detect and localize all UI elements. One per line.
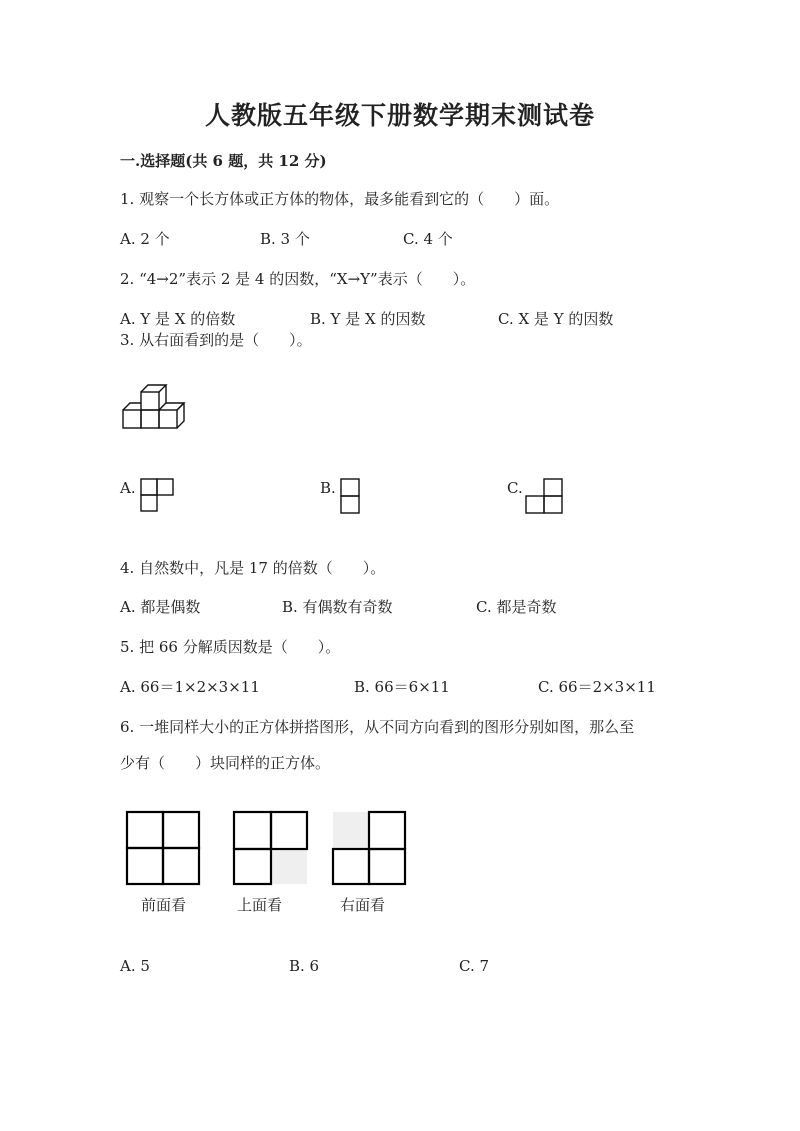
question-3-option-c-figure xyxy=(525,478,565,514)
question-1-option-a: A. 2 个 xyxy=(120,230,170,248)
question-6-top-view xyxy=(231,811,311,885)
question-2-option-a: A. Y 是 X 的倍数 xyxy=(120,310,236,328)
question-6-text-line-1: 6. 一堆同样大小的正方体拼搭图形，从不同方向看到的图形分别如图，那么至 xyxy=(120,718,635,736)
question-3-option-c: C. xyxy=(507,479,523,497)
question-2-option-b: B. Y 是 X 的因数 xyxy=(310,310,426,328)
question-4-option-c: C. 都是奇数 xyxy=(476,598,557,616)
question-3-cube-figure xyxy=(120,382,190,434)
question-1-option-b: B. 3 个 xyxy=(260,230,310,248)
question-2-text: 2. “4→2”表示 2 是 4 的因数，“X→Y”表示（ ）。 xyxy=(120,270,476,288)
question-6-front-view xyxy=(126,811,200,885)
question-4-text: 4. 自然数中，凡是 17 的倍数（ ）。 xyxy=(120,559,386,577)
question-6-right-view-label: 右面看 xyxy=(340,896,386,914)
question-6-front-view-label: 前面看 xyxy=(141,896,187,914)
question-5-option-a: A. 66＝1×2×3×11 xyxy=(120,678,260,696)
question-6-right-view xyxy=(330,811,410,885)
question-1-option-c: C. 4 个 xyxy=(403,230,453,248)
question-1-text: 1. 观察一个长方体或正方体的物体，最多能看到它的（ ）面。 xyxy=(120,190,560,208)
cube-front-face xyxy=(159,410,177,428)
upper-cube-top xyxy=(141,385,166,392)
question-5-text: 5. 把 66 分解质因数是（ ）。 xyxy=(120,638,341,656)
upper-cube-front xyxy=(141,392,159,410)
question-5-option-b: B. 66＝6×11 xyxy=(354,678,450,696)
cube-edge xyxy=(177,403,184,410)
question-6-option-c: C. 7 xyxy=(459,957,490,975)
question-6-top-view-label: 上面看 xyxy=(237,896,283,914)
cube-top-edge xyxy=(123,403,141,410)
question-6-option-b: B. 6 xyxy=(289,957,320,975)
cube-front-face xyxy=(123,410,141,428)
question-3-option-b-figure xyxy=(340,478,362,514)
question-4-option-a: A. 都是偶数 xyxy=(120,598,201,616)
question-3-option-a: A. xyxy=(120,479,136,497)
question-3-option-b: B. xyxy=(320,479,336,497)
question-3-option-a-figure xyxy=(140,478,176,514)
question-5-option-c: C. 66＝2×3×11 xyxy=(538,678,656,696)
page-title: 人教版五年级下册数学期末测试卷 xyxy=(204,101,595,130)
question-2-option-c: C. X 是 Y 的因数 xyxy=(498,310,614,328)
question-6-option-a: A. 5 xyxy=(120,957,150,975)
question-3-text: 3. 从右面看到的是（ ）。 xyxy=(120,331,312,349)
question-4-option-b: B. 有偶数有奇数 xyxy=(282,598,393,616)
section-heading: 一.选择题(共 6 题，共 12 分) xyxy=(120,152,327,170)
question-6-text-line-2: 少有（ ）块同样的正方体。 xyxy=(120,754,331,772)
cube-front-face xyxy=(141,410,159,428)
